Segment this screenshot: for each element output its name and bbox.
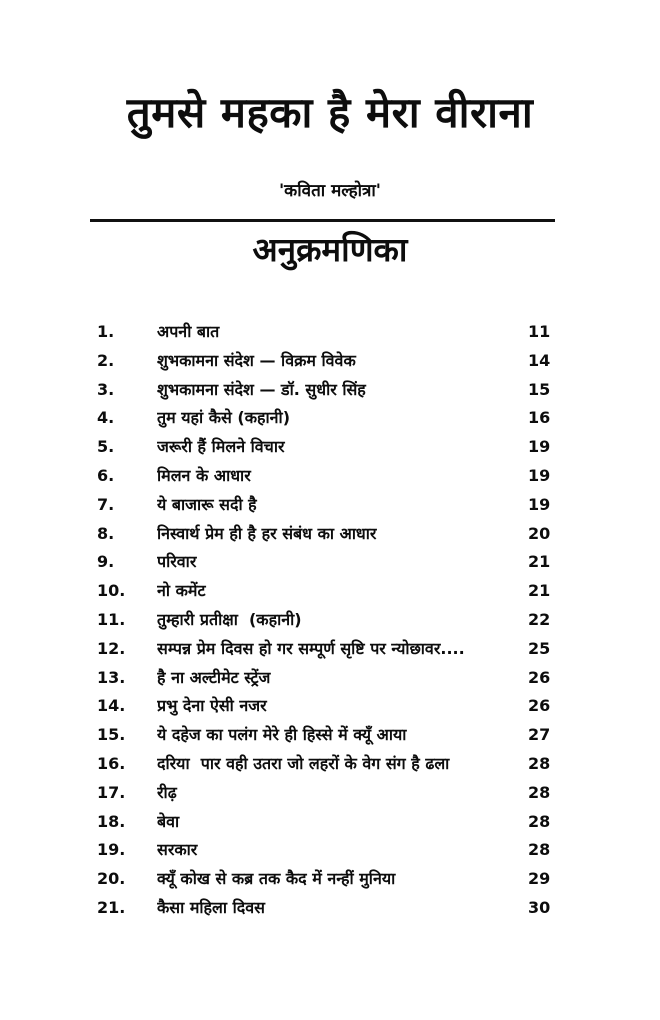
toc-entry-row [97, 692, 552, 721]
toc-entry-title: बेवा [157, 811, 180, 831]
toc-entry-number: 8. [97, 523, 115, 543]
toc-entry-page: 22 [528, 609, 551, 629]
toc-entry-number: 17. [97, 782, 126, 802]
toc-entry-title: नो कमेंट [157, 581, 206, 601]
toc-entry-title: दरिया पार वही उतरा जो लहरों के वेग संग है ढला [157, 753, 450, 773]
toc-entry-number: 11. [97, 609, 126, 629]
toc-entry-row [97, 894, 552, 923]
toc-entry-page: 11 [528, 322, 551, 341]
toc-entry-page: 19 [528, 494, 551, 514]
toc-entry-row [97, 808, 552, 837]
toc-entry-row [97, 635, 552, 664]
toc-entry-page: 28 [528, 840, 551, 860]
toc-entry-row [97, 836, 552, 865]
toc-heading: अनुक्रमणिका [252, 230, 408, 269]
toc-entry-page: 28 [528, 782, 551, 802]
toc-entry-page: 25 [528, 638, 551, 658]
toc-entry-row [97, 721, 552, 750]
toc-entry-number: 1. [97, 322, 115, 341]
toc-entry-title: शुभकामना संदेश — विक्रम विवेक [157, 350, 356, 370]
toc-entry-number: 2. [97, 350, 115, 370]
toc-entry-page: 28 [528, 753, 551, 773]
toc-entry-page: 16 [528, 408, 551, 428]
toc-entry-title: तुम्हारी प्रतीक्षा (कहानी) [157, 609, 302, 629]
toc-entry-page: 30 [528, 897, 551, 917]
toc-list [97, 318, 552, 923]
toc-entry-title: ये दहेज का पलंग मेरे ही हिस्से में क्यूँ आया [157, 725, 407, 745]
toc-entry-title: है ना अल्टीमेट स्ट्रेंज [157, 667, 271, 687]
toc-entry-row [97, 750, 552, 779]
toc-entry-page: 19 [528, 465, 551, 485]
toc-entry-title: प्रभु देना ऐसी नजर [157, 696, 267, 716]
toc-entry-number: 6. [97, 465, 115, 485]
toc-entry-title: परिवार [157, 552, 197, 572]
toc-entry-title: शुभकामना संदेश — डॉ. सुधीर सिंह [157, 379, 366, 399]
toc-entry-row [97, 577, 552, 606]
toc-entry-row [97, 462, 552, 491]
toc-entry-page: 14 [528, 350, 551, 370]
toc-entry-title: मिलन के आधार [157, 465, 251, 485]
toc-entry-number: 5. [97, 437, 115, 457]
toc-entry-row [97, 376, 552, 405]
toc-entry-row [97, 520, 552, 549]
toc-entry-number: 21. [97, 897, 126, 917]
toc-entry-title: रीढ़ [157, 782, 177, 802]
toc-entry-page: 27 [528, 725, 551, 745]
toc-entry-page: 28 [528, 811, 551, 831]
toc-entry-number: 3. [97, 379, 115, 399]
toc-entry-title: अपनी बात [157, 322, 220, 341]
toc-entry-page: 21 [528, 581, 551, 601]
toc-entry-number: 18. [97, 811, 126, 831]
toc-entry-title: सम्पन्न प्रेम दिवस हो गर सम्पूर्ण सृष्टि पर न्योछावर.... [157, 638, 465, 658]
toc-entry-number: 12. [97, 638, 126, 658]
toc-entry-title: ये बाजारू सदी है [157, 494, 257, 514]
toc-entry-page: 26 [528, 667, 551, 687]
toc-entry-title: कैसा महिला दिवस [157, 897, 265, 917]
book-title: तुमसे महका है मेरा वीराना [126, 88, 534, 137]
toc-entry-number: 9. [97, 552, 115, 572]
toc-entry-number: 4. [97, 408, 115, 428]
toc-entry-number: 19. [97, 840, 126, 860]
toc-entry-row [97, 318, 552, 347]
divider-rule [90, 219, 555, 222]
toc-entry-number: 13. [97, 667, 126, 687]
toc-entry-page: 15 [528, 379, 551, 399]
toc-entry-number: 16. [97, 753, 126, 773]
toc-entry-row [97, 664, 552, 693]
toc-entry-number: 14. [97, 696, 126, 716]
toc-entry-title: निस्वार्थ प्रेम ही है हर संबंध का आधार [157, 523, 377, 543]
toc-entry-page: 29 [528, 869, 551, 889]
toc-entry-row [97, 404, 552, 433]
toc-entry-row [97, 865, 552, 894]
toc-entry-title: सरकार [157, 840, 198, 860]
toc-entry-title: जरूरी हैं मिलने विचार [157, 437, 285, 457]
toc-entry-row [97, 606, 552, 635]
toc-entry-number: 7. [97, 494, 115, 514]
toc-entry-row [97, 779, 552, 808]
toc-entry-page: 26 [528, 696, 551, 716]
toc-entry-page: 21 [528, 552, 551, 572]
toc-entry-row [97, 491, 552, 520]
toc-entry-page: 20 [528, 523, 551, 543]
toc-entry-title: क्यूँ कोख से कब्र तक कैद में नन्हीं मुनिया [157, 869, 396, 889]
author-name: 'कविता मल्होत्रा' [278, 181, 382, 201]
toc-entry-row [97, 548, 552, 577]
toc-entry-number: 10. [97, 581, 126, 601]
toc-entry-page: 19 [528, 437, 551, 457]
toc-entry-number: 15. [97, 725, 126, 745]
toc-entry-row [97, 347, 552, 376]
toc-entry-row [97, 433, 552, 462]
toc-entry-title: तुम यहां कैसे (कहानी) [157, 408, 291, 428]
toc-entry-number: 20. [97, 869, 126, 889]
